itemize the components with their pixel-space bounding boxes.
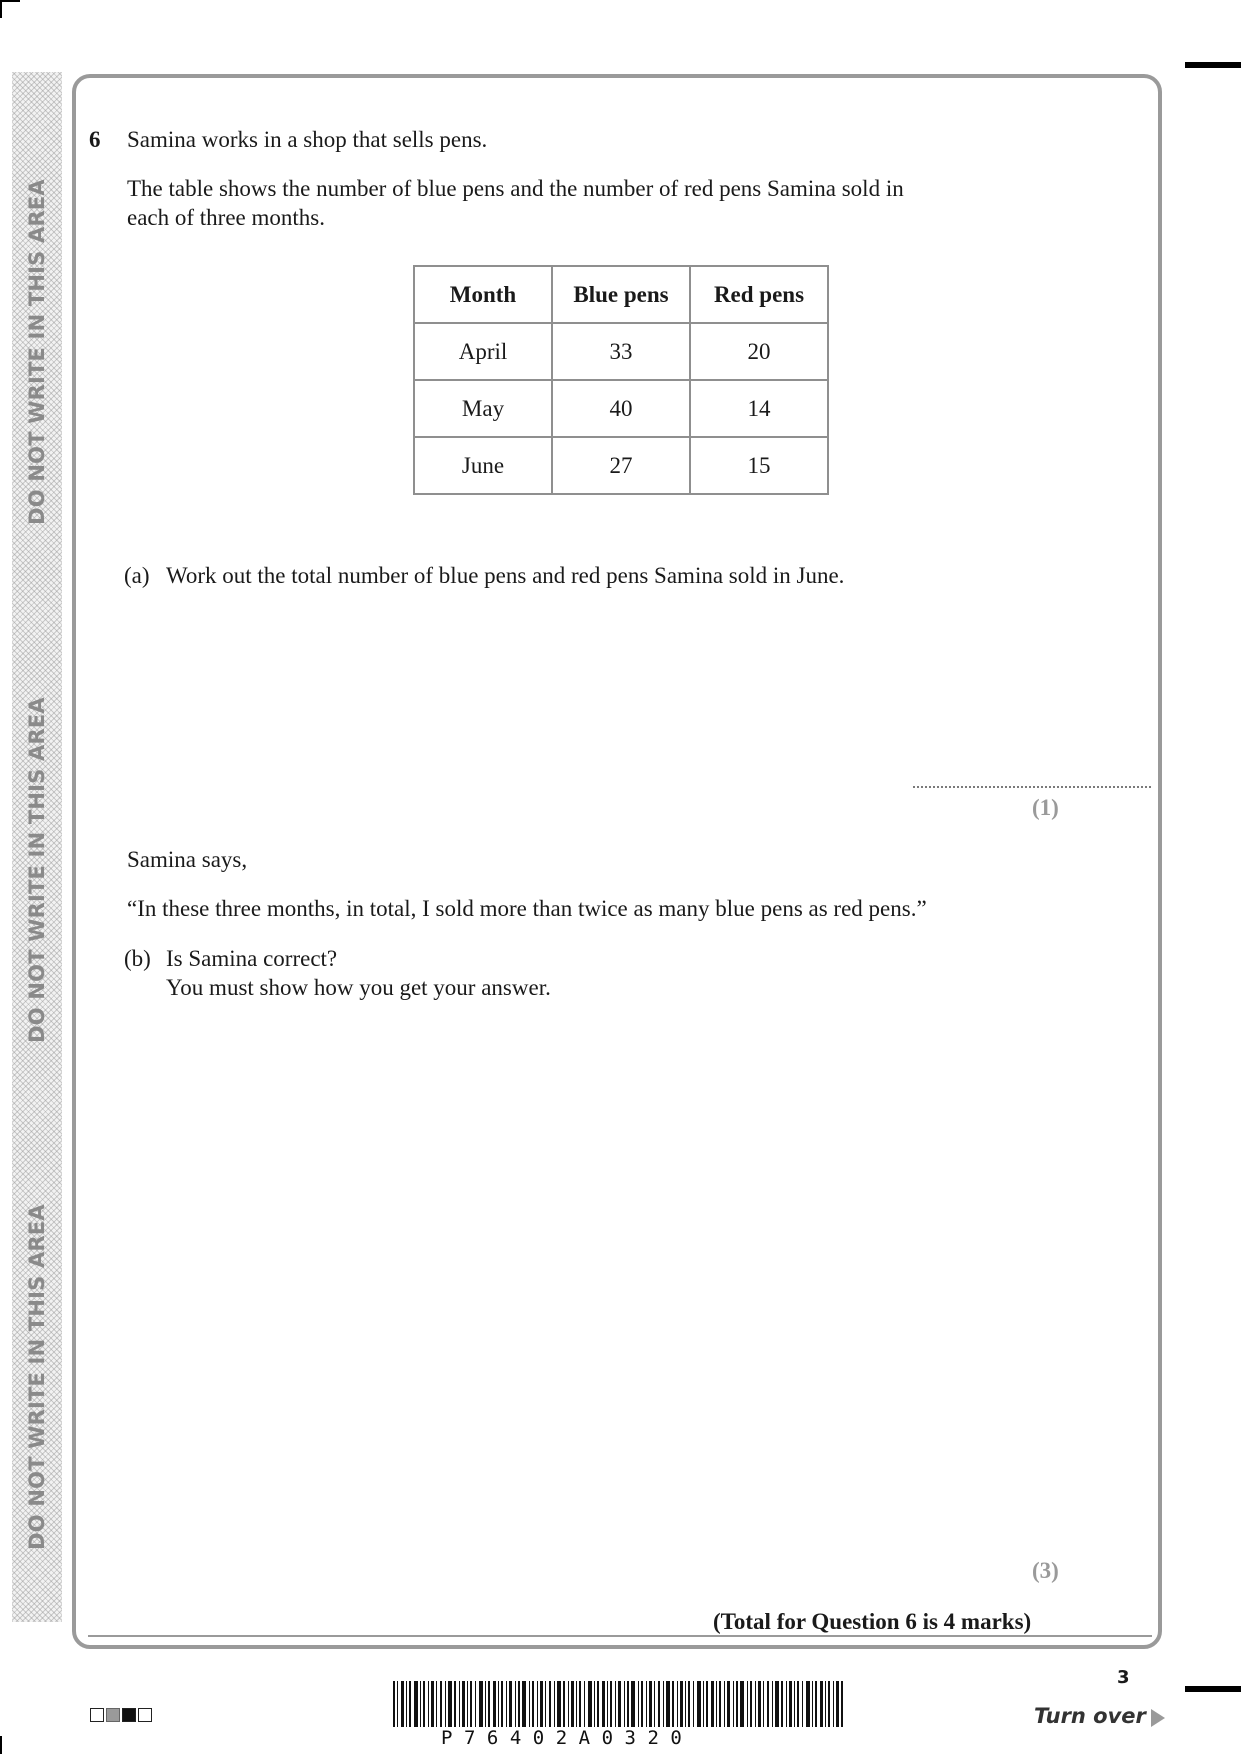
table-row bbox=[414, 323, 828, 380]
table-cell: June bbox=[414, 437, 552, 494]
margin-warning-text: DO NOT WRITE IN THIS AREA bbox=[25, 1204, 49, 1550]
play-arrow-icon bbox=[1151, 1709, 1165, 1727]
part-a-text: Work out the total number of blue pens and red pens Samina sold in June. bbox=[166, 563, 845, 588]
page-id-boxes bbox=[90, 1708, 152, 1724]
question-stem: Samina works in a shop that sells pens. bbox=[127, 127, 488, 152]
question-stem: The table shows the number of blue pens and the number of red pens Samina sold in bbox=[127, 176, 904, 201]
page-number: 3 bbox=[1117, 1667, 1130, 1688]
part-b-text: Is Samina correct? bbox=[166, 946, 338, 971]
id-box bbox=[138, 1708, 152, 1722]
part-b-label: (b) bbox=[124, 946, 151, 971]
question-number: 6 bbox=[89, 127, 101, 152]
table-cell: 15 bbox=[690, 437, 828, 494]
table-cell: 14 bbox=[690, 380, 828, 437]
margin-warning-text: DO NOT WRITE IN THIS AREA bbox=[25, 697, 49, 1043]
registration-mark bbox=[1185, 1686, 1241, 1692]
pens-sales-table bbox=[413, 265, 829, 495]
table-header-cell: Red pens bbox=[690, 266, 828, 323]
barcode bbox=[393, 1681, 843, 1749]
id-box bbox=[122, 1708, 136, 1722]
answer-line[interactable] bbox=[913, 786, 1151, 788]
barcode-text: P76402A0320 bbox=[441, 1727, 694, 1749]
part-b-text: You must show how you get your answer. bbox=[166, 975, 551, 1000]
samina-says-text: Samina says, bbox=[127, 847, 248, 872]
table-cell: 20 bbox=[690, 323, 828, 380]
crop-mark bbox=[0, 0, 20, 2]
table-header-cell: Blue pens bbox=[552, 266, 690, 323]
table-cell: 33 bbox=[552, 323, 690, 380]
crop-mark bbox=[0, 1736, 2, 1754]
barcode-bars-icon bbox=[393, 1681, 843, 1727]
margin-warning-text: DO NOT WRITE IN THIS AREA bbox=[25, 179, 49, 525]
table-cell: 27 bbox=[552, 437, 690, 494]
crop-mark bbox=[0, 0, 2, 18]
table-row bbox=[414, 437, 828, 494]
question-total: (Total for Question 6 is 4 marks) bbox=[713, 1609, 1032, 1634]
id-box bbox=[106, 1708, 120, 1722]
table-cell: May bbox=[414, 380, 552, 437]
table-cell: 40 bbox=[552, 380, 690, 437]
id-box bbox=[90, 1708, 104, 1722]
table-header-cell: Month bbox=[414, 266, 552, 323]
table-cell: April bbox=[414, 323, 552, 380]
divider bbox=[88, 1635, 1152, 1637]
part-a-label: (a) bbox=[124, 563, 150, 588]
registration-mark bbox=[1185, 62, 1241, 68]
table-row bbox=[414, 380, 828, 437]
table-header-row bbox=[414, 266, 828, 323]
question-stem: each of three months. bbox=[127, 205, 325, 230]
samina-quote: “In these three months, in total, I sold more than twice as many blue pens as red pens.” bbox=[127, 896, 927, 921]
marks-label: (3) bbox=[1032, 1558, 1059, 1583]
marks-label: (1) bbox=[1032, 795, 1059, 820]
turn-over-text: Turn over bbox=[1034, 1704, 1146, 1728]
